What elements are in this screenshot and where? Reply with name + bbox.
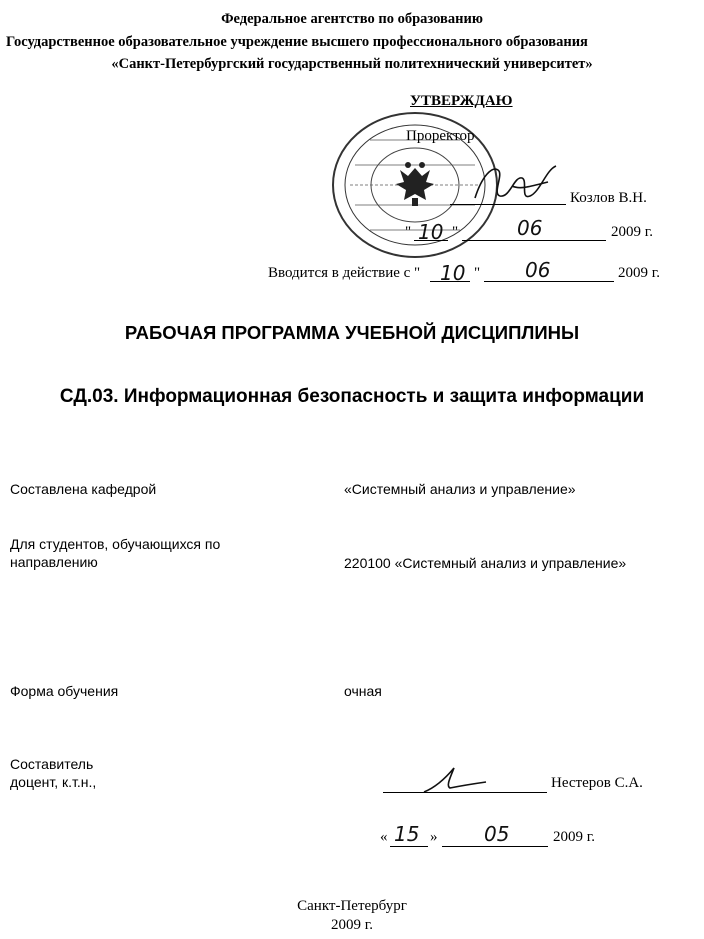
approval-title: УТВЕРЖДАЮ (410, 93, 513, 109)
author-quote-open: « (380, 829, 388, 845)
institution-type: Государственное образовательное учреждение высшего профессионального образования (6, 34, 588, 50)
approval-day: 10 (418, 220, 444, 244)
effective-day: 10 (440, 261, 466, 285)
author-month: 05 (484, 822, 510, 846)
month-line (462, 240, 606, 241)
author-name: Нестеров С.А. (551, 775, 643, 791)
date-quote-close: " (452, 224, 459, 240)
form-value: очная (344, 683, 382, 699)
approval-position: Проректор (406, 128, 475, 144)
students-label-line2: направлению (10, 554, 98, 570)
day-line (414, 240, 448, 241)
approval-month: 06 (517, 216, 543, 240)
author-year: 2009 г. (553, 829, 595, 845)
students-label-line1: Для студентов, обучающихся по (10, 536, 221, 552)
author-month-line (442, 846, 548, 847)
effective-year: 2009 г. (618, 265, 660, 281)
students-value: 220100 «Системный анализ и управление» (344, 555, 627, 571)
department-label: Составлена кафедрой (10, 481, 157, 497)
author-label-line2: доцент, к.т.н., (10, 774, 97, 790)
effective-month: 06 (525, 258, 551, 282)
footer-city: Санкт-Петербург (297, 898, 407, 914)
department-value: «Системный анализ и управление» (344, 481, 576, 497)
effective-day-line (430, 281, 470, 282)
author-day: 15 (394, 822, 420, 846)
effective-month-line (484, 281, 614, 282)
approval-year: 2009 г. (611, 224, 653, 240)
rector-name: Козлов В.Н. (570, 190, 647, 206)
program-title: РАБОЧАЯ ПРОГРАММА УЧЕБНОЙ ДИСЦИПЛИНЫ (124, 322, 580, 343)
discipline-title: СД.03. Информационная безопасность и защита информации (59, 386, 645, 407)
university-name: «Санкт-Петербургский государственный политехнический университет» (111, 56, 593, 72)
rector-signature (470, 156, 565, 211)
date-quote-open: " (405, 224, 412, 240)
author-day-line (390, 846, 428, 847)
author-signature-line (383, 792, 547, 793)
effective-label: Вводится в действие с " (268, 265, 421, 281)
form-label: Форма обучения (10, 683, 119, 699)
footer-year: 2009 г. (331, 917, 373, 933)
author-label-line1: Составитель (10, 756, 94, 772)
author-quote-close: » (430, 829, 438, 845)
ministry-name: Федеральное агентство по образованию (221, 11, 483, 27)
effective-quote-close: " (474, 265, 481, 281)
